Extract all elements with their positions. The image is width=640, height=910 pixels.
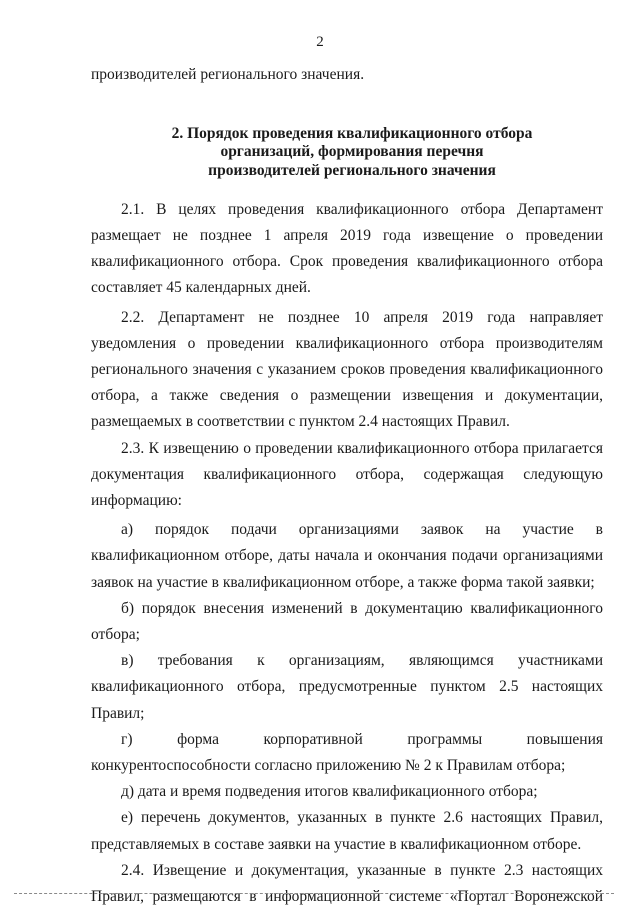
document-body <box>91 62 603 910</box>
list-item-e: е) перечень документов, указанных в пункте 2.6 настоящих Правил, представляемых в составе заявки на участие в квалификационном отборе. <box>91 809 603 853</box>
paragraph-2-3: 2.3. К извещению о проведении квалификационного отбора прилагается документация квалификационного отбора, содержащая следующую информацию: <box>91 439 603 510</box>
list-item-v: в) требования к организациям, являющимся участниками квалификационного отбора, предусмотренные пунктом 2.5 настоящих Правил; <box>91 652 603 722</box>
list-item-b: б) порядок внесения изменений в документацию квалификационного отбора; <box>91 599 603 644</box>
heading-line-2: организаций, формирования перечня <box>220 143 484 161</box>
heading-line-3: производителей регионального значения <box>208 161 496 179</box>
continuation-text: производителей регионального значения. <box>91 66 365 83</box>
heading-line-1: 2. Порядок проведения квалификационного отбора <box>171 125 533 143</box>
list-item-d: д) дата и время подведения итогов квалификационного отбора; <box>121 783 538 801</box>
scan-bottom-edge <box>14 893 614 895</box>
section-heading <box>91 125 603 180</box>
list-item-g: г) форма корпоративной программы повышения конкурентоспособности согласно приложению № 2 к Правилам отбора; <box>91 730 603 775</box>
paragraph-2-4: 2.4. Извещение и документация, указанные в пункте 2.3 настоящих Правил, размещаются в информационной системе «Портал Воронежской <box>91 861 603 906</box>
paragraph-2-1: 2.1. В целях проведения квалификационного отбора Департамент размещает не позднее 1 апреля 2019 года извещение о проведении квалификационного отбора. Срок проведения квалификационного отбора составляет 45 календарных дней. <box>91 200 603 297</box>
page-number: 2 <box>316 34 324 50</box>
paragraph-2-2: 2.2. Департамент не позднее 10 апреля 2019 года направляет уведомления о проведении квалификационного отбора производителям регионального значения с указанием сроков проведения квалификационного отбора, а также сведения о размещении извещения и документации, размещаемых в соответствии с пунктом 2.4 настоящих Правил. <box>91 308 603 431</box>
list-item-a: а) порядок подачи организациями заявок на участие в квалификационном отборе, даты начала и окончания подачи организациями заявок на участие в квалификационном отборе, а также форма такой заявки; <box>91 521 603 591</box>
